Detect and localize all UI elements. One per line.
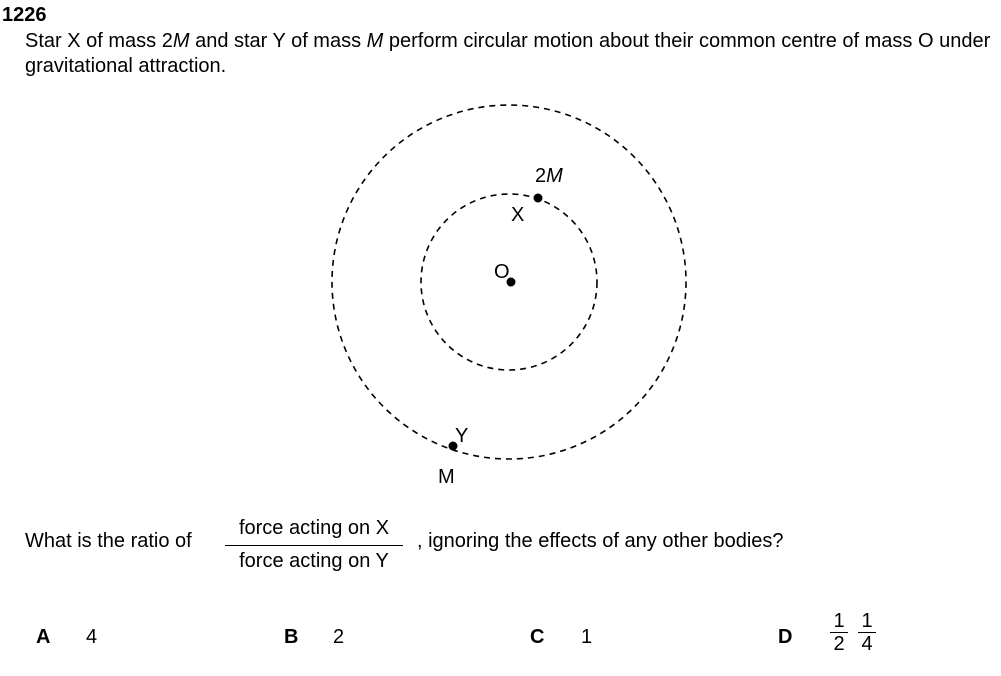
fraction-denominator: 2 <box>833 633 845 655</box>
option-letter: C <box>530 626 545 648</box>
fraction-numerator: force acting on X <box>238 517 390 539</box>
option-value: 1 <box>581 626 593 648</box>
stem-mass-symbol-1: M <box>172 30 190 52</box>
option-c[interactable] <box>530 626 593 649</box>
option-d-fraction-1 <box>830 610 848 655</box>
option-b[interactable] <box>284 626 345 649</box>
fraction-numerator: 1 <box>861 610 873 632</box>
label-o: O <box>494 261 510 283</box>
label-2m: 2M <box>535 165 563 187</box>
option-letter: B <box>284 626 299 648</box>
label-m: M <box>438 466 455 488</box>
stem-mass-symbol-2: M <box>366 30 384 52</box>
force-ratio-fraction <box>225 516 403 573</box>
option-d[interactable] <box>778 610 873 655</box>
question-suffix: , ignoring the effects of any other bodies? <box>417 530 784 552</box>
option-letter: A <box>36 626 51 648</box>
star-x-point <box>534 194 543 203</box>
option-a[interactable] <box>36 626 98 649</box>
fraction-numerator: 1 <box>833 610 845 632</box>
label-y: Y <box>455 425 469 447</box>
stem-text-1: Star X of mass 2 <box>25 30 173 52</box>
stem-text-3: perform circular motion about their common centre of mass O under gravitational attraction. <box>25 30 991 77</box>
question-number: 1226 <box>2 4 47 26</box>
stem-text-2: and star Y of mass <box>189 30 367 52</box>
option-letter: D <box>778 626 793 648</box>
question-prefix: What is the ratio of <box>25 530 192 552</box>
option-d-fraction-2 <box>858 610 876 655</box>
fraction-denominator: 4 <box>861 633 873 655</box>
option-value: 2 <box>333 626 345 648</box>
label-x: X <box>511 204 525 226</box>
fraction-denominator: force acting on Y <box>239 550 389 572</box>
option-value: 4 <box>86 626 98 648</box>
fraction-bar <box>225 545 403 546</box>
